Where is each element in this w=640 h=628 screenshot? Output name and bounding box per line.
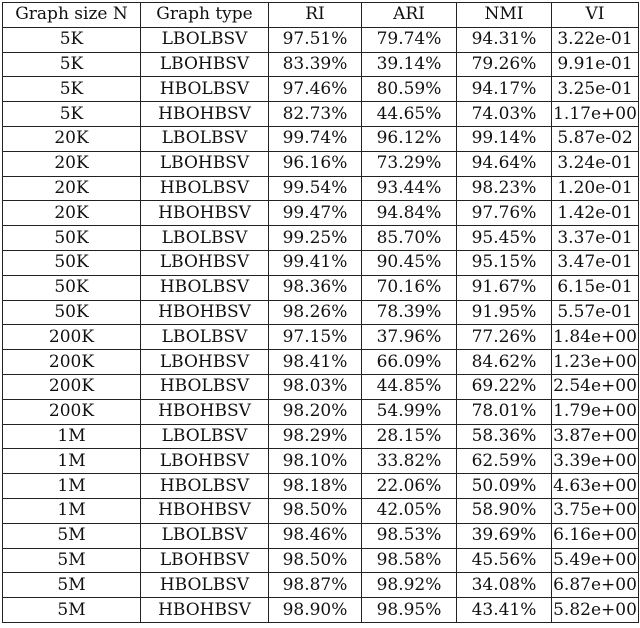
cell-vi: 1.42e-01 — [552, 201, 639, 226]
cell-vi: 5.82e+00 — [552, 598, 639, 623]
cell-ari: 80.59% — [362, 77, 457, 102]
cell-vi: 1.17e+00 — [552, 102, 639, 127]
cell-vi: 1.84e+00 — [552, 325, 639, 350]
cell-ri: 82.73% — [269, 102, 362, 127]
cell-ri: 98.50% — [269, 548, 362, 573]
cell-graph-type: HBOLBSV — [141, 573, 269, 598]
cell-vi: 1.23e+00 — [552, 350, 639, 375]
cell-ri: 98.03% — [269, 374, 362, 399]
cell-ari: 98.95% — [362, 598, 457, 623]
cell-vi: 3.24e-01 — [552, 151, 639, 176]
cell-graph-size: 5M — [3, 523, 141, 548]
cell-ri: 98.10% — [269, 449, 362, 474]
cell-nmi: 77.26% — [457, 325, 552, 350]
header-vi: VI — [552, 3, 639, 28]
cell-nmi: 95.15% — [457, 250, 552, 275]
cell-nmi: 34.08% — [457, 573, 552, 598]
cell-graph-type: LBOLBSV — [141, 27, 269, 52]
cell-vi: 3.25e-01 — [552, 77, 639, 102]
header-ri: RI — [269, 3, 362, 28]
cell-vi: 3.75e+00 — [552, 498, 639, 523]
cell-graph-size: 1M — [3, 449, 141, 474]
cell-graph-size: 5K — [3, 52, 141, 77]
results-table — [2, 2, 639, 623]
cell-nmi: 58.90% — [457, 498, 552, 523]
cell-graph-type: HBOLBSV — [141, 176, 269, 201]
header-graph-size: Graph size N — [3, 3, 141, 28]
cell-graph-size: 1M — [3, 424, 141, 449]
cell-ri: 98.20% — [269, 399, 362, 424]
cell-ari: 66.09% — [362, 350, 457, 375]
cell-graph-type: HBOLBSV — [141, 275, 269, 300]
cell-nmi: 99.14% — [457, 126, 552, 151]
cell-ari: 94.84% — [362, 201, 457, 226]
table-row — [3, 399, 639, 424]
cell-graph-type: LBOLBSV — [141, 226, 269, 251]
cell-ari: 54.99% — [362, 399, 457, 424]
cell-nmi: 97.76% — [457, 201, 552, 226]
cell-nmi: 98.23% — [457, 176, 552, 201]
cell-nmi: 84.62% — [457, 350, 552, 375]
cell-ari: 42.05% — [362, 498, 457, 523]
cell-graph-type: HBOHBSV — [141, 102, 269, 127]
cell-graph-type: HBOLBSV — [141, 77, 269, 102]
cell-vi: 2.54e+00 — [552, 374, 639, 399]
cell-ri: 98.29% — [269, 424, 362, 449]
cell-ri: 98.18% — [269, 474, 362, 499]
cell-nmi: 91.67% — [457, 275, 552, 300]
cell-graph-size: 200K — [3, 350, 141, 375]
header-row — [3, 3, 639, 28]
cell-vi: 3.47e-01 — [552, 250, 639, 275]
table-row — [3, 226, 639, 251]
table-row — [3, 523, 639, 548]
cell-graph-size: 5K — [3, 102, 141, 127]
cell-ari: 39.14% — [362, 52, 457, 77]
cell-ri: 98.90% — [269, 598, 362, 623]
cell-ri: 98.46% — [269, 523, 362, 548]
cell-nmi: 79.26% — [457, 52, 552, 77]
cell-ari: 98.53% — [362, 523, 457, 548]
cell-ari: 73.29% — [362, 151, 457, 176]
cell-graph-type: HBOHBSV — [141, 598, 269, 623]
table-row — [3, 126, 639, 151]
header-graph-type: Graph type — [141, 3, 269, 28]
cell-nmi: 74.03% — [457, 102, 552, 127]
cell-graph-size: 20K — [3, 201, 141, 226]
table-row — [3, 102, 639, 127]
results-table-container — [2, 2, 638, 623]
table-row — [3, 474, 639, 499]
cell-ri: 99.74% — [269, 126, 362, 151]
table-header — [3, 3, 639, 28]
cell-ri: 99.41% — [269, 250, 362, 275]
cell-graph-type: HBOHBSV — [141, 498, 269, 523]
cell-ri: 98.87% — [269, 573, 362, 598]
cell-ri: 99.54% — [269, 176, 362, 201]
cell-ari: 44.65% — [362, 102, 457, 127]
cell-vi: 5.87e-02 — [552, 126, 639, 151]
cell-vi: 6.15e-01 — [552, 275, 639, 300]
cell-vi: 3.22e-01 — [552, 27, 639, 52]
cell-graph-size: 20K — [3, 126, 141, 151]
table-row — [3, 151, 639, 176]
cell-graph-type: HBOHBSV — [141, 300, 269, 325]
cell-vi: 4.63e+00 — [552, 474, 639, 499]
cell-vi: 5.49e+00 — [552, 548, 639, 573]
table-row — [3, 449, 639, 474]
cell-ari: 44.85% — [362, 374, 457, 399]
cell-ari: 33.82% — [362, 449, 457, 474]
cell-graph-size: 50K — [3, 300, 141, 325]
table-row — [3, 548, 639, 573]
cell-nmi: 62.59% — [457, 449, 552, 474]
table-row — [3, 27, 639, 52]
cell-vi: 3.37e-01 — [552, 226, 639, 251]
cell-ari: 70.16% — [362, 275, 457, 300]
cell-graph-size: 5M — [3, 573, 141, 598]
header-ari: ARI — [362, 3, 457, 28]
cell-graph-size: 5K — [3, 27, 141, 52]
cell-ri: 83.39% — [269, 52, 362, 77]
cell-nmi: 69.22% — [457, 374, 552, 399]
table-row — [3, 300, 639, 325]
cell-ari: 37.96% — [362, 325, 457, 350]
table-row — [3, 573, 639, 598]
cell-vi: 3.87e+00 — [552, 424, 639, 449]
cell-graph-type: LBOHBSV — [141, 548, 269, 573]
cell-nmi: 95.45% — [457, 226, 552, 251]
cell-vi: 6.87e+00 — [552, 573, 639, 598]
cell-nmi: 50.09% — [457, 474, 552, 499]
cell-nmi: 45.56% — [457, 548, 552, 573]
cell-graph-size: 200K — [3, 374, 141, 399]
table-body — [3, 27, 639, 622]
cell-nmi: 94.31% — [457, 27, 552, 52]
cell-nmi: 78.01% — [457, 399, 552, 424]
table-row — [3, 201, 639, 226]
cell-nmi: 91.95% — [457, 300, 552, 325]
cell-graph-type: LBOLBSV — [141, 325, 269, 350]
cell-vi: 3.39e+00 — [552, 449, 639, 474]
cell-graph-type: HBOLBSV — [141, 374, 269, 399]
table-row — [3, 498, 639, 523]
cell-graph-type: LBOHBSV — [141, 449, 269, 474]
cell-ari: 22.06% — [362, 474, 457, 499]
cell-ari: 28.15% — [362, 424, 457, 449]
cell-vi: 9.91e-01 — [552, 52, 639, 77]
table-row — [3, 350, 639, 375]
cell-ari: 93.44% — [362, 176, 457, 201]
cell-graph-size: 5K — [3, 77, 141, 102]
table-row — [3, 325, 639, 350]
cell-ari: 78.39% — [362, 300, 457, 325]
cell-ari: 96.12% — [362, 126, 457, 151]
table-row — [3, 176, 639, 201]
cell-ri: 99.47% — [269, 201, 362, 226]
cell-graph-type: LBOLBSV — [141, 126, 269, 151]
table-row — [3, 424, 639, 449]
cell-nmi: 94.17% — [457, 77, 552, 102]
cell-ri: 97.51% — [269, 27, 362, 52]
cell-ari: 98.92% — [362, 573, 457, 598]
cell-nmi: 58.36% — [457, 424, 552, 449]
cell-ari: 85.70% — [362, 226, 457, 251]
cell-ri: 98.36% — [269, 275, 362, 300]
cell-ri: 97.46% — [269, 77, 362, 102]
cell-graph-type: LBOHBSV — [141, 52, 269, 77]
cell-graph-type: LBOHBSV — [141, 350, 269, 375]
cell-ri: 98.41% — [269, 350, 362, 375]
cell-graph-type: LBOHBSV — [141, 250, 269, 275]
cell-graph-size: 5M — [3, 548, 141, 573]
cell-graph-type: HBOLBSV — [141, 474, 269, 499]
cell-graph-type: HBOHBSV — [141, 399, 269, 424]
table-row — [3, 374, 639, 399]
table-row — [3, 598, 639, 623]
cell-ari: 90.45% — [362, 250, 457, 275]
cell-vi: 1.20e-01 — [552, 176, 639, 201]
cell-graph-size: 20K — [3, 176, 141, 201]
table-row — [3, 250, 639, 275]
table-row — [3, 275, 639, 300]
cell-graph-size: 50K — [3, 226, 141, 251]
cell-graph-type: LBOHBSV — [141, 151, 269, 176]
cell-ari: 98.58% — [362, 548, 457, 573]
cell-graph-size: 1M — [3, 498, 141, 523]
table-row — [3, 52, 639, 77]
table-row — [3, 77, 639, 102]
cell-graph-type: LBOLBSV — [141, 424, 269, 449]
cell-ri: 99.25% — [269, 226, 362, 251]
cell-graph-size: 1M — [3, 474, 141, 499]
cell-ri: 96.16% — [269, 151, 362, 176]
cell-graph-type: LBOLBSV — [141, 523, 269, 548]
cell-graph-size: 5M — [3, 598, 141, 623]
cell-vi: 1.79e+00 — [552, 399, 639, 424]
cell-nmi: 94.64% — [457, 151, 552, 176]
cell-ri: 98.26% — [269, 300, 362, 325]
cell-ri: 98.50% — [269, 498, 362, 523]
cell-graph-size: 50K — [3, 250, 141, 275]
cell-graph-size: 50K — [3, 275, 141, 300]
cell-graph-type: HBOHBSV — [141, 201, 269, 226]
cell-graph-size: 200K — [3, 399, 141, 424]
cell-ri: 97.15% — [269, 325, 362, 350]
cell-nmi: 39.69% — [457, 523, 552, 548]
cell-vi: 6.16e+00 — [552, 523, 639, 548]
cell-ari: 79.74% — [362, 27, 457, 52]
cell-nmi: 43.41% — [457, 598, 552, 623]
header-nmi: NMI — [457, 3, 552, 28]
cell-graph-size: 200K — [3, 325, 141, 350]
cell-graph-size: 20K — [3, 151, 141, 176]
cell-vi: 5.57e-01 — [552, 300, 639, 325]
